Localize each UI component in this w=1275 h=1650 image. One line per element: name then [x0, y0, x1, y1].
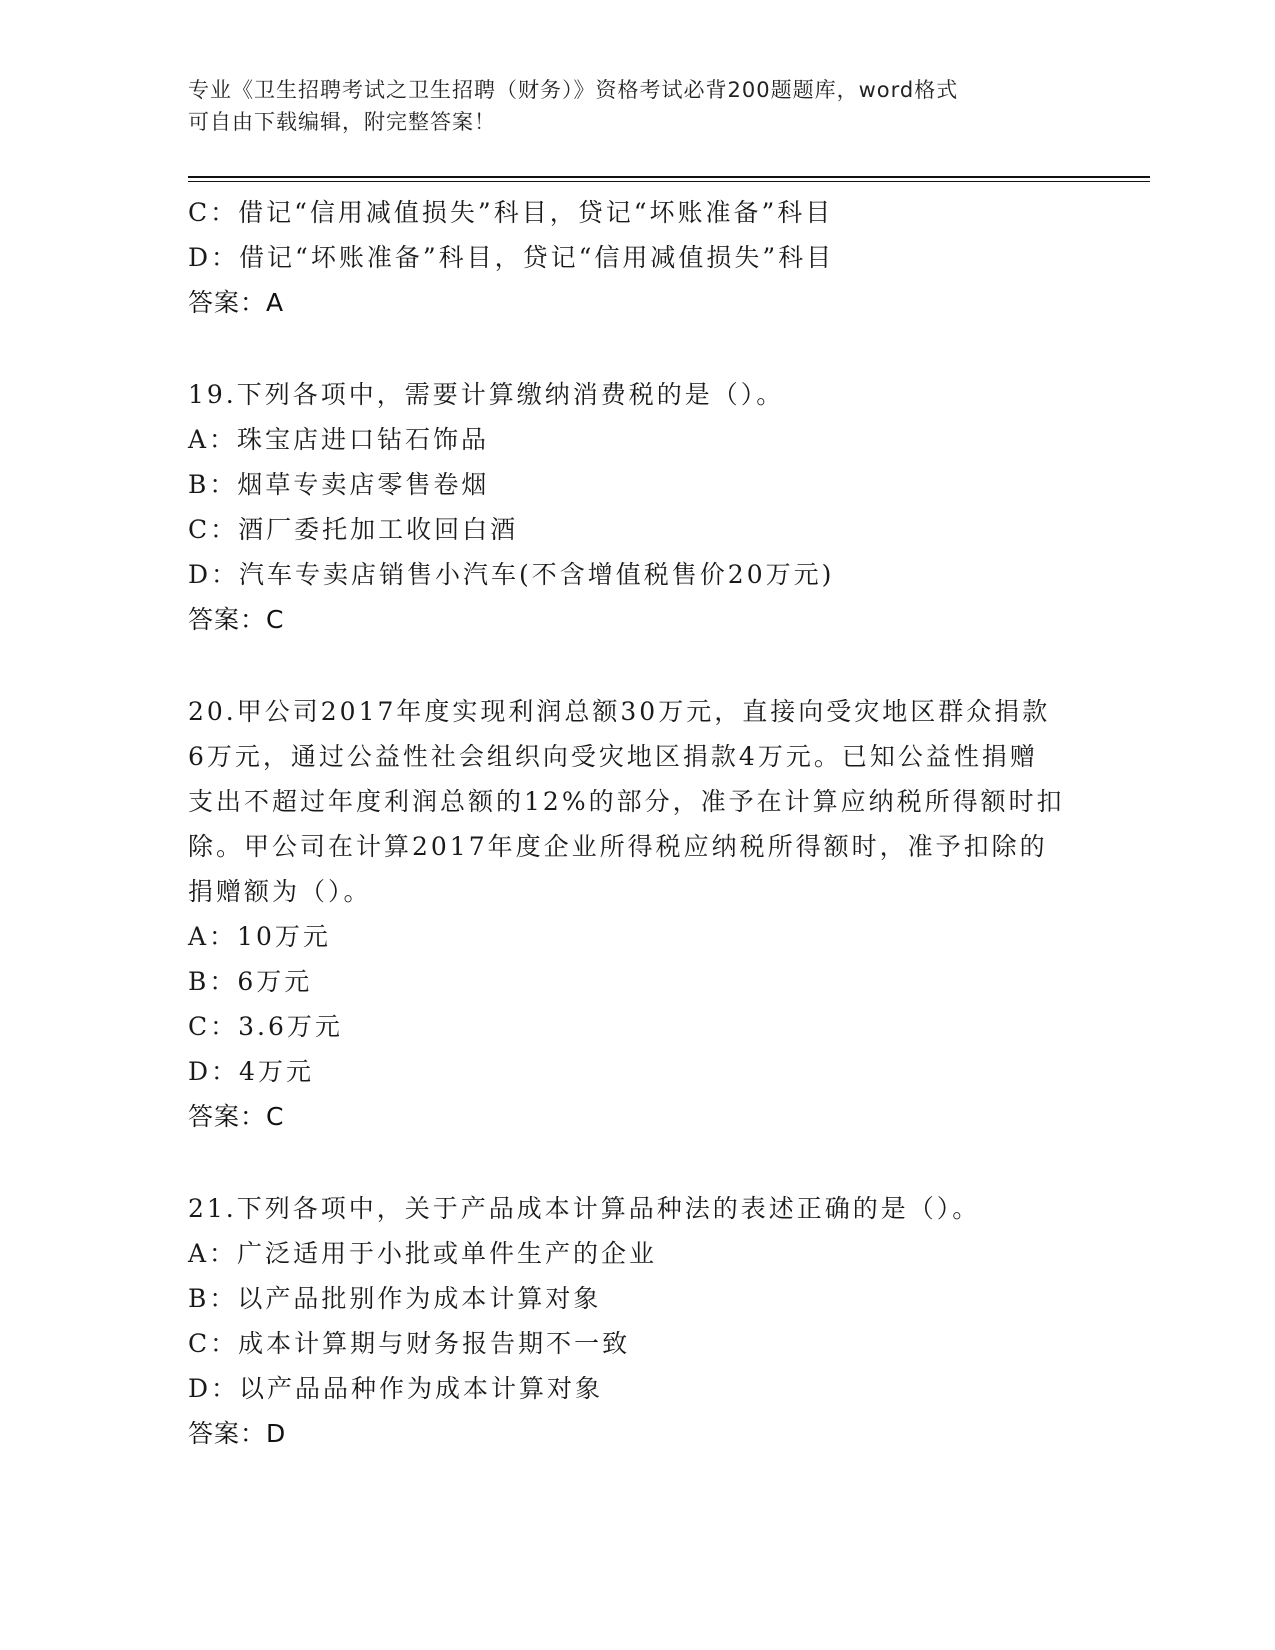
question-20	[188, 689, 1088, 1139]
option-d: D：4万元	[188, 1057, 314, 1086]
question-stem: 21.下列各项中，关于产品成本计算品种法的表述正确的是（）。	[188, 1194, 981, 1223]
option-d: D：借记“坏账准备”科目，贷记“信用减值损失”科目	[188, 243, 835, 272]
option-c: C：酒厂委托加工收回白酒	[188, 515, 519, 544]
question-list	[188, 190, 1088, 1456]
answer-label: 答案：A	[188, 288, 285, 317]
option-d: D：汽车专卖店销售小汽车(不含增值税售价20万元)	[188, 560, 835, 589]
header-title-line-1: 专业《卫生招聘考试之卫生招聘（财务）》资格考试必背200题题库，word格式	[188, 78, 959, 102]
header-divider-thick	[188, 176, 1150, 178]
header-divider-thin	[188, 181, 1150, 182]
spacer	[188, 642, 1088, 689]
option-b: B：6万元	[188, 967, 313, 996]
answer-label: 答案：C	[188, 605, 285, 634]
question-stem-line-1: 20.甲公司2017年度实现利润总额30万元，直接向受灾地区群众捐款	[188, 697, 1051, 726]
question-19	[188, 372, 1088, 642]
question-stem-line-5: 捐赠额为（）。	[188, 877, 372, 906]
question-stem: 19.下列各项中，需要计算缴纳消费税的是（）。	[188, 380, 785, 409]
spacer	[188, 1139, 1088, 1186]
option-b: B：烟草专卖店零售卷烟	[188, 470, 490, 499]
question-stem-line-3: 支出不超过年度利润总额的12%的部分，准予在计算应纳税所得额时扣	[188, 787, 1065, 816]
question-stem-line-2: 6万元，通过公益性社会组织向受灾地区捐款4万元。已知公益性捐赠	[188, 742, 1038, 771]
question-18-continued	[188, 190, 1088, 325]
question-stem-line-4: 除。甲公司在计算2017年度企业所得税应纳税所得额时，准予扣除的	[188, 832, 1048, 861]
spacer	[188, 325, 1088, 372]
option-c: C：3.6万元	[188, 1012, 343, 1041]
option-b: B：以产品批别作为成本计算对象	[188, 1284, 602, 1313]
question-21	[188, 1186, 1088, 1456]
option-c: C：成本计算期与财务报告期不一致	[188, 1329, 631, 1358]
option-a: A：珠宝店进口钻石饰品	[188, 425, 490, 454]
page-header	[188, 74, 1088, 138]
option-d: D：以产品品种作为成本计算对象	[188, 1374, 604, 1403]
option-a: A：广泛适用于小批或单件生产的企业	[188, 1239, 658, 1268]
option-a: A：10万元	[188, 922, 331, 951]
answer-label: 答案：C	[188, 1102, 285, 1131]
header-title-line-2: 可自由下载编辑，附完整答案！	[188, 110, 496, 134]
answer-label: 答案：D	[188, 1419, 287, 1448]
option-c: C：借记“信用减值损失”科目，贷记“坏账准备”科目	[188, 198, 834, 227]
